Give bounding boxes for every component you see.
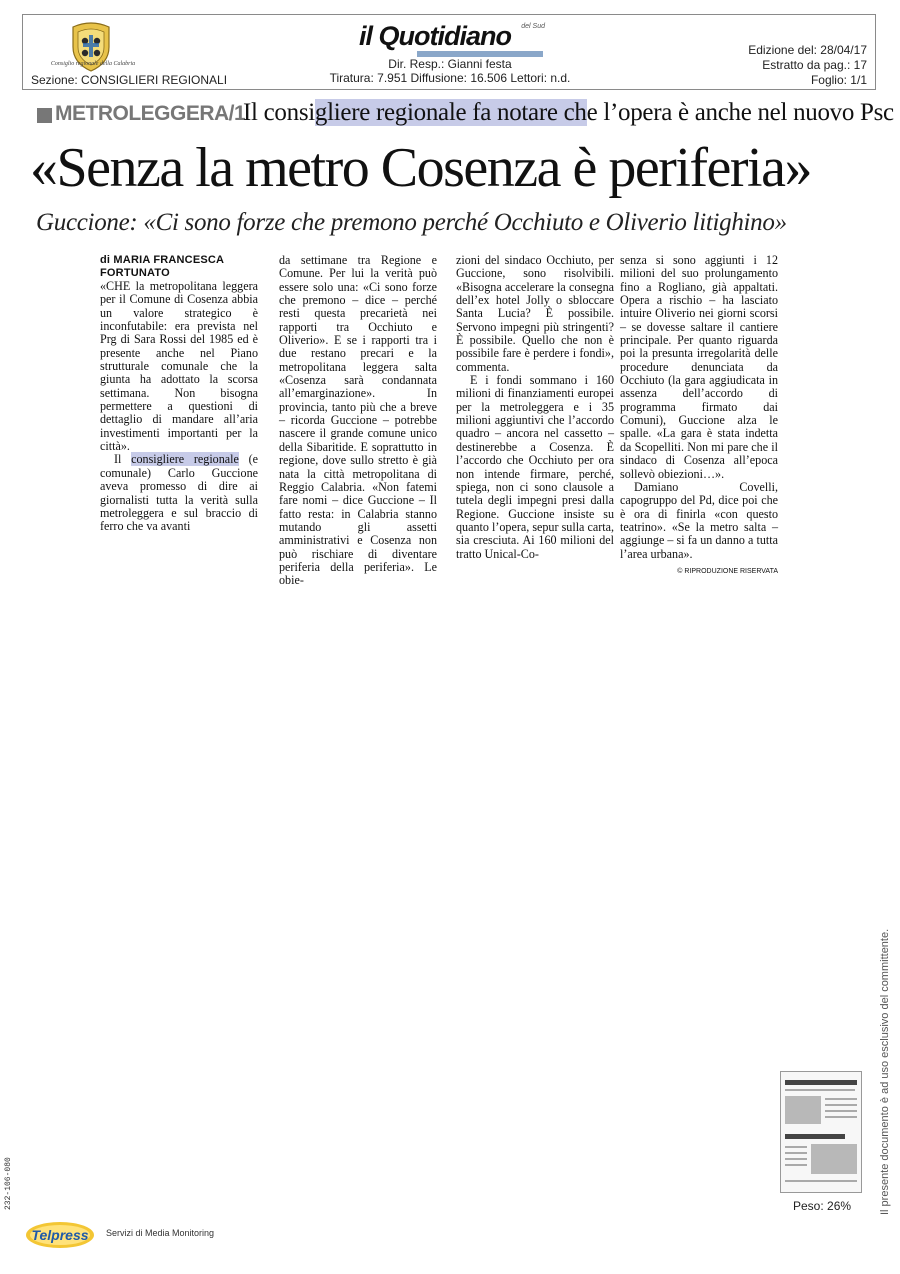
thumbnail-headline: [785, 1080, 857, 1085]
telpress-logo-text: Telpress: [31, 1227, 89, 1243]
paragraph-rest: (e comunale) Carlo Guccione aveva promesso di dire ai giornalisti tutta la verità sulla metroleggera e sul braccio di ferro che va avanti: [100, 452, 258, 534]
paragraph: da settimane tra Regione e Comune. Per lui la verità può essere solo una: «Ci sono forze che premono – dice – perché resti questa precarietà nei rapporti tra Occhiuto e Oliverio». E se i rapporti tra i due restano precari e la metropolitana leggera salta «Cosenza sarà condannata all’emarginazione». In provincia, tanto più che a breve – ricorda Guccione – potrebbe nascere il grande comune unico della Sibaritide. E soprattutto in regione, dove sullo stretto è già nata la città metropolitana di Reggio Calabria. «Non fatemi fare nomi – dice Guccione – Il fatto resta: in Calabria stanno mutando gli assetti amministrativi e Cosenza non può rischiare di diventare periferia della periferia». Le obie-: [279, 253, 437, 588]
article-headline: «Senza la metro Cosenza è periferia»: [30, 137, 811, 199]
byline: [100, 254, 258, 280]
thumbnail-headline: [785, 1134, 845, 1139]
byline-line-2: FORTUNATO: [100, 267, 170, 279]
paragraph-start: Il: [114, 452, 132, 467]
thumbnail-line: [785, 1146, 807, 1148]
page-weight: Peso: 26%: [793, 1199, 852, 1213]
section-label: Sezione: CONSIGLIERI REGIONALI: [31, 73, 228, 87]
telpress-logo: [25, 1220, 95, 1250]
thumbnail-line: [785, 1089, 855, 1091]
document-code: 232-106-080: [4, 1157, 13, 1210]
newspaper-logo-subtext: del Sud: [521, 23, 545, 30]
reproduction-notice: © RIPRODUZIONE RISERVATA: [677, 567, 778, 575]
paragraph: zioni del sindaco Occhiuto, per Guccione, sono risolvibili. «Bisogna accelerare la consegna dell’ex hotel Jolly o sbloccare Santa Lucia? È possibile. Servono impegni più stringenti? È possibile. Quello che non è possibile fare è perdere i fondi», commenta.: [456, 253, 614, 374]
extract-page: Estratto da pag.: 17: [762, 58, 867, 72]
thumbnail-line: [785, 1180, 857, 1182]
page-thumbnail: [780, 1071, 862, 1193]
thumbnail-line: [825, 1098, 857, 1100]
edition-info: [748, 43, 867, 88]
usage-disclaimer: Il presente documento è ad uso esclusivo del committente.: [879, 928, 891, 1215]
thumbnail-line: [825, 1104, 857, 1106]
newspaper-logo: [359, 21, 545, 53]
thumbnail-line: [785, 1152, 807, 1154]
edition-date: Edizione del: 28/04/17: [748, 43, 867, 57]
article-column-3: [456, 254, 614, 561]
article-overline: [243, 99, 894, 127]
clipping-header: [22, 14, 876, 90]
overline-highlight: gliere regionale fa notare ch: [314, 99, 587, 126]
kicker-square-icon: [37, 108, 52, 123]
article-subheadline: Guccione: «Ci sono forze che premono perché Occhiuto e Oliverio litighino»: [36, 209, 787, 236]
emblem-caption: Consiglio regionale della Calabria: [50, 61, 136, 67]
director-line: Dir. Resp.: Gianni festa: [388, 57, 512, 71]
calabria-coat-of-arms-icon: [61, 19, 121, 79]
overline-text-end: e l’opera è anche nel nuovo Psc: [586, 99, 894, 126]
article-kicker-row: [35, 99, 894, 133]
paragraph: senza si sono aggiunti i 12 milioni del suo prolungamento fino a Rogliano, già appaltati. Opera a rischio – ha lasciato intuire Oliverio nei giorni scorsi – se dovesse saltare il cantiere principale. Per quanto riguarda poi la presunta irregolarità delle procedure denunciata da Occhiuto (la gara aggiudicata in assenza dell’accordo di programma firmato dai Comuni), Guccione alza le spalle. «La gara è stata indetta da Scopelliti. Non mi pare che il sindaco di Cosenza all’epoca sollevò obiezioni…».: [620, 253, 778, 481]
thumbnail-line: [825, 1110, 857, 1112]
thumbnail-line: [825, 1116, 857, 1118]
paragraph: «CHE la metropolitana leggera per il Comune di Cosenza abbia un valore strategico è inconfutabile: era prevista nel Prg di Sara Rossi del 1985 ed è presente anche nel Piano strutturale comunale che la giunta ha adottato la scorsa settimana. Non bisogna permettere a questioni di dettaglio di mandare all’aria investimenti importanti per la città».: [100, 279, 258, 454]
highlighted-phrase: consigliere regionale: [131, 452, 239, 467]
byline-line-1: di MARIA FRANCESCA: [100, 254, 225, 266]
article-kicker: METROLEGGERA/1: [55, 102, 246, 125]
circulation-line: Tiratura: 7.951 Diffusione: 16.506 Lettori: n.d.: [329, 71, 571, 85]
paragraph: E i fondi sommano i 160 milioni di finanziamenti europei per la metroleggera e i 35 milioni aggiuntivi che l’accordo quadro – ancora nel cassetto – destinerebbe a Cosenza. È l’accordo che Occhiuto per ora non intende firmare, perché, spiega, non ci sono clausole a tutela degli impegni presi dalla Regione. Guccione insiste su quanto l’opera, sepur sulla carta, sia cresciuta. Ai 160 milioni del tratto Unical-Co-: [456, 373, 614, 561]
article-column-2: [279, 254, 437, 588]
overline-text-start: Il consi: [243, 99, 315, 126]
article-column-1: [100, 254, 258, 534]
thumbnail-line: [785, 1158, 807, 1160]
paragraph: [100, 453, 258, 533]
newspaper-logo-text: il Quotidiano: [359, 21, 511, 51]
sheet-number: Foglio: 1/1: [810, 73, 867, 87]
thumbnail-block: [811, 1144, 857, 1174]
publication-info: [273, 57, 627, 85]
article-column-4: [620, 254, 778, 578]
thumbnail-line: [785, 1164, 807, 1166]
paragraph: Damiano Covelli, capogruppo del Pd, dice poi che è ora di finirla «con questo teatrino». «Se la metro salta – aggiunge – si fa un danno a tutta l’area urbana».: [620, 479, 778, 561]
services-label: Servizi di Media Monitoring: [106, 1228, 215, 1238]
thumbnail-block: [785, 1096, 821, 1124]
